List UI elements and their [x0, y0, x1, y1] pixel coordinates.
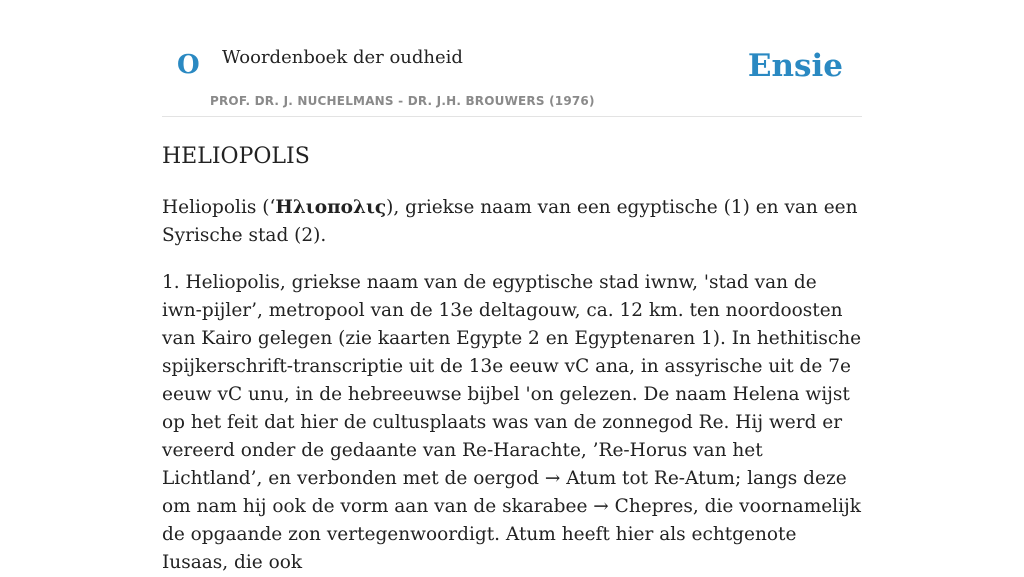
ensie-logo[interactable]: Ensie [747, 48, 843, 84]
intro-text-before: Heliopolis (‘ [162, 196, 276, 218]
intro-text-after: ), griekse naam van een egyptische (1) en van een Syrische stad (2). [162, 196, 858, 246]
book-title[interactable]: Woordenboek der oudheid [222, 47, 463, 68]
greek-name: Ηλιοπολις [275, 196, 387, 218]
entry-title: HELIOPOLIS [162, 144, 310, 169]
entry-section-1: 1. Heliopolis, griekse naam van de egyptische stad iwnw, 'stad van de iwn-pijler’, metropool van de 13e deltagouw, ca. 12 km. ten noordoosten van Kairo gelegen (zie kaarten Egypte 2 en Egyptenaren 1). In hethitische spijkerschrift-transcriptie uit de 13e eeuw vC ana, in assyrische uit de 7e eeuw vC unu, in de hebreeuwse bijbel 'on gelezen. De naam Helena wijst op het feit dat hier de cultusplaats was van de zonnegod Re. Hij werd er vereerd onder de gedaante van Re-Harachte, ’Re-Horus van het Lichtland’, en verbonden met de oergod → Atum tot Re-Atum; langs deze om nam hij ook de vorm aan van de skarabee → Chepres, die voornamelijk de opgaande zon vertegenwoordigt. Atum heeft hier als echtgenote Iusaas, die ook [162, 271, 862, 573]
dictionary-letter[interactable]: O [177, 50, 200, 80]
header [162, 0, 862, 117]
entry-intro [162, 194, 862, 250]
book-authors: PROF. DR. J. NUCHELMANS - DR. J.H. BROUWERS (1976) [210, 94, 595, 108]
page [162, 0, 862, 577]
